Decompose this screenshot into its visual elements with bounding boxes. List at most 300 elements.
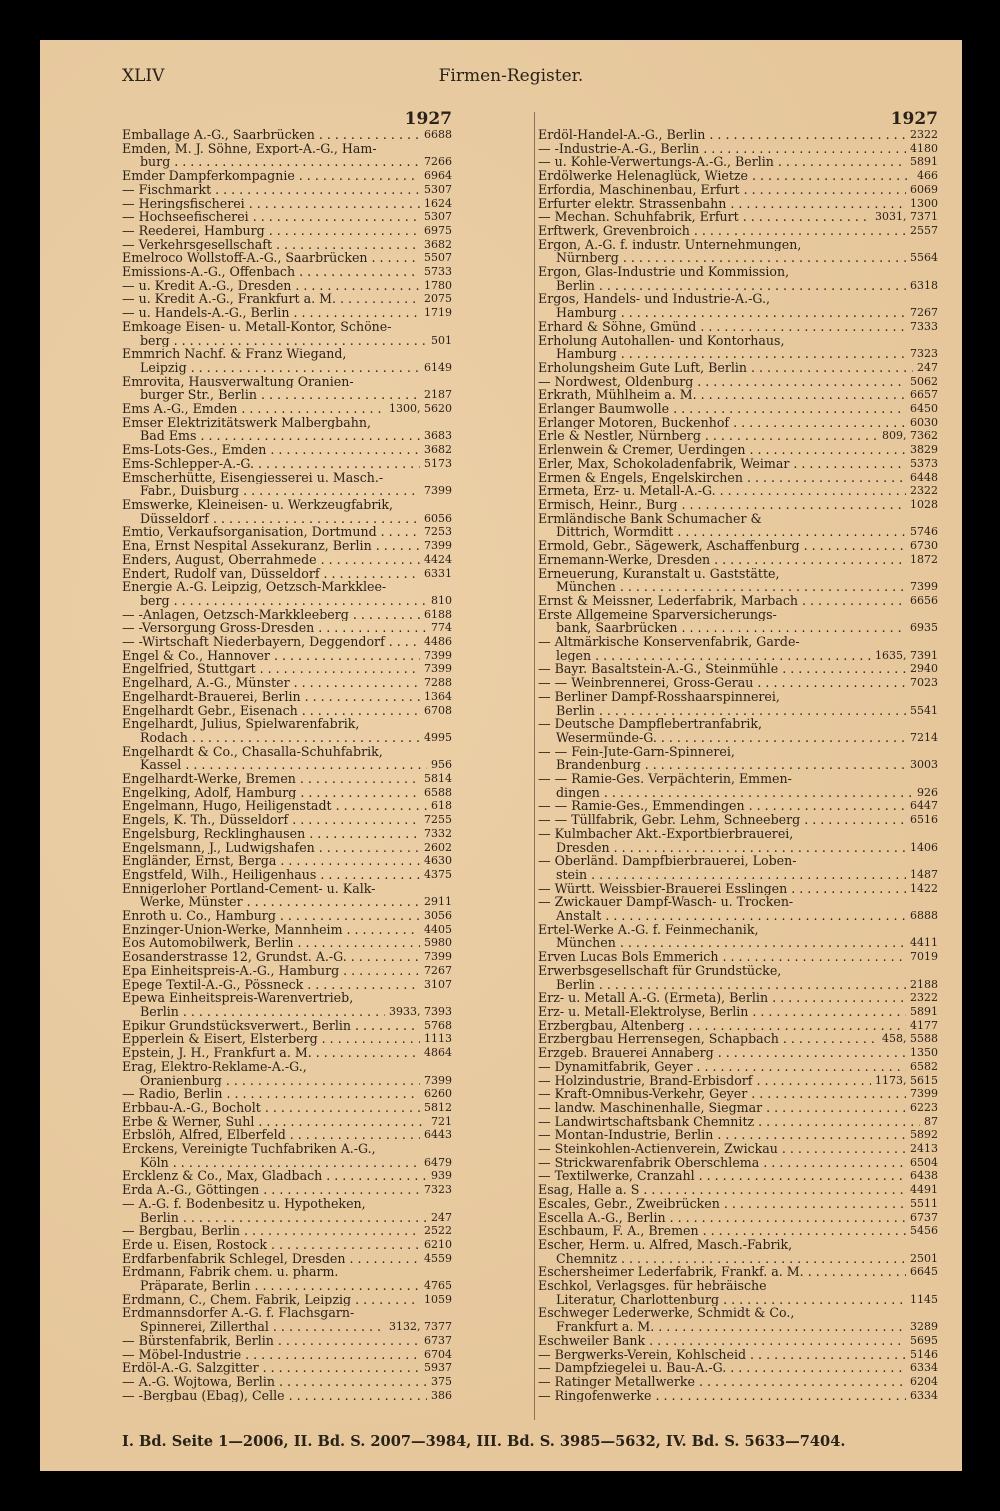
entry-name: Erbe & Werner, Suhl . . . (122, 1115, 427, 1129)
entry-name: Erkrath, Mühlheim a. M. . . . (538, 388, 906, 402)
entry-name: — -Wirtschaft Niederbayern, Deggendorf . . . (122, 635, 420, 649)
entry-page-number: 6737 (424, 1333, 452, 1347)
entry-name: Erle & Nestler, Nürnberg . . . (538, 429, 878, 443)
register-entry (122, 361, 452, 375)
register-entry (122, 1197, 452, 1211)
entry-name: Erbslöh, Alfred, Elberfeld . . . (122, 1128, 420, 1142)
entry-name: — landw. Maschinenhalle, Siegmar . . . (538, 1101, 906, 1115)
entry-page-number: 2911 (424, 895, 452, 909)
register-entry (122, 895, 452, 909)
entry-page-number: 7019 (910, 950, 938, 964)
entry-name: — Montan-Industrie, Berlin . . . (538, 1128, 906, 1142)
entry-page-number: 6516 (910, 813, 938, 827)
entry-name: — — Fein-Jute-Garn-Spinnerei, (538, 744, 735, 759)
entry-name: Erholung Autohallen- und Kontorhaus, (538, 333, 785, 348)
entry-name: Epperlein & Eisert, Elsterberg . . . (122, 1032, 420, 1046)
entry-page-number: 7266 (424, 155, 452, 169)
entry-name: Emballage A.-G., Saarbrücken . . . (122, 128, 420, 142)
register-entry (122, 553, 452, 567)
entry-page-number: 5814 (424, 772, 452, 786)
register-entry (538, 1375, 938, 1389)
entry-page-number: 5541 (910, 703, 938, 717)
register-entry (538, 649, 938, 663)
register-entry (538, 553, 938, 567)
entry-name: Epikur Grundstücksverwert., Berlin . . . (122, 1019, 420, 1033)
entry-name: — Bayr. Basaltstein-A.-G., Steinmühle . . . (538, 662, 906, 676)
register-entry (538, 443, 938, 457)
entry-page-number: 5892 (910, 1128, 938, 1142)
register-entry (122, 758, 452, 772)
register-entry (538, 416, 938, 430)
register-entry (122, 238, 452, 252)
entry-name: Erz- u. Metall-Elektrolyse, Berlin . . . (538, 1005, 906, 1019)
entry-name: Erfurter elektr. Strassenbahn . . . (538, 197, 906, 211)
entry-page-number: 3107 (424, 977, 452, 991)
entry-name: Epege Textil-A.-G., Pössneck . . . (122, 978, 420, 992)
entry-page-number: 2322 (910, 128, 938, 141)
entry-page-number: 6447 (910, 799, 938, 813)
entry-page-number: 6056 (424, 511, 452, 525)
entry-page-number: 7214 (910, 730, 938, 744)
register-entry (122, 1087, 452, 1101)
register-entry (538, 1361, 938, 1375)
entry-name: Ermländische Bank Schumacher & (538, 511, 762, 526)
entry-name: Erwerbsgesellschaft für Grundstücke, (538, 963, 782, 978)
entry-page-number: 3933, 7393 (389, 1005, 452, 1018)
register-entry (122, 1306, 452, 1320)
page-number: XLIV (122, 66, 165, 86)
entry-page-number: 7399 (424, 1073, 452, 1087)
register-entry (122, 594, 452, 608)
register-entry (538, 197, 938, 211)
entry-name: Ems-Schlepper-A.-G. . . . (122, 457, 420, 471)
entry-name: Ems-Lots-Ges., Emden . . . (122, 443, 420, 457)
left-entry-list (122, 128, 452, 1402)
entry-page-number: 6935 (910, 621, 938, 635)
entry-page-number: 386 (431, 1388, 452, 1402)
entry-page-number: 7399 (910, 580, 938, 594)
entry-page-number: 7267 (424, 963, 452, 977)
entry-page-number: 466 (917, 169, 938, 183)
entry-page-number: 6223 (910, 1100, 938, 1114)
register-entry (538, 635, 938, 649)
register-entry (122, 909, 452, 923)
entry-name: Energie A.-G. Leipzig, Oetzsch-Markklee- (122, 580, 387, 594)
entry-page-number: 2322 (910, 991, 938, 1005)
register-entry (538, 1224, 938, 1238)
entry-page-number: 5937 (424, 1361, 452, 1375)
register-entry (122, 292, 452, 306)
register-entry (122, 320, 452, 334)
entry-name: — A.-G. f. Bodenbesitz u. Hypotheken, (122, 1196, 366, 1211)
entry-page-number: 5746 (910, 525, 938, 539)
entry-name: Erag, Elektro-Reklame-A.-G., (122, 1059, 307, 1074)
entry-page-number: 7399 (424, 662, 452, 676)
entry-name: Erste Allgemeine Sparversicherungs- (538, 607, 777, 622)
register-entry (122, 854, 452, 868)
register-entry (538, 745, 938, 759)
year-heading-left: 1927 (404, 109, 452, 129)
register-entry (538, 347, 938, 361)
entry-page-number: 5307 (424, 182, 452, 196)
entry-name: burger Str., Berlin . . . (122, 388, 420, 402)
entry-name: Werke, Münster . . . (122, 895, 420, 909)
entry-name: — — Tüllfabrik, Gebr. Lehm, Schneeberg . . . (538, 813, 906, 827)
entry-page-number: 6888 (910, 909, 938, 923)
register-entry (122, 525, 452, 539)
entry-page-number: 4486 (424, 635, 452, 649)
entry-name: — Dynamitfabrik, Geyer . . . (538, 1060, 906, 1074)
entry-page-number: 774 (431, 621, 452, 635)
entry-name: — Altmärkische Konservenfabrik, Garde- (538, 635, 800, 649)
register-entry (538, 991, 938, 1005)
register-entry (538, 292, 938, 306)
entry-page-number: 247 (431, 1210, 452, 1224)
register-entry (538, 772, 938, 786)
entry-name: Emden, M. J. Söhne, Export-A.-G., Ham- (122, 141, 377, 156)
entry-name: Berlin . . . (538, 978, 906, 992)
entry-name: Berlin . . . (122, 1005, 385, 1019)
register-entry (538, 704, 938, 718)
entry-name: Ertel-Werke A.-G. f. Feinmechanik, (538, 922, 759, 937)
register-entry (122, 402, 452, 416)
entry-name: Ermeta, Erz- u. Metall-A.-G. . . . (538, 484, 906, 498)
entry-page-number: 939 (431, 1169, 452, 1183)
entry-name: Literatur, Charlottenburg . . . (538, 1293, 906, 1307)
entry-page-number: 7288 (424, 676, 452, 690)
entry-page-number: 7323 (424, 1183, 452, 1197)
entry-page-number: 2188 (910, 977, 938, 991)
entry-page-number: 7399 (424, 539, 452, 553)
entry-name: legen . . . (538, 649, 871, 663)
entry-name: — -Versorgung Gross-Dresden . . . (122, 621, 427, 635)
register-entry (122, 457, 452, 471)
entry-name: Epewa Einheitspreis-Warenvertrieb, (122, 991, 354, 1005)
register-entry (122, 608, 452, 622)
entry-name: Emscherhütte, Eisengiesserei u. Masch.- (122, 470, 384, 485)
entry-page-number: 926 (917, 785, 938, 799)
entry-name: Ena, Ernst Nespital Assekuranz, Berlin . . . (122, 539, 420, 553)
entry-page-number: 4411 (910, 936, 938, 950)
entry-page-number: 6438 (910, 1169, 938, 1183)
register-entry (122, 210, 452, 224)
entry-page-number: 375 (431, 1374, 452, 1388)
register-entry (538, 868, 938, 882)
entry-page-number: 4375 (424, 867, 452, 881)
register-entry (538, 690, 938, 704)
register-entry (122, 1224, 452, 1238)
register-entry (538, 1046, 938, 1060)
entry-page-number: 1350 (910, 1046, 938, 1060)
entry-page-number: 1300 (910, 196, 938, 210)
register-entry (122, 1279, 452, 1293)
register-entry (538, 279, 938, 293)
entry-page-number: 5695 (910, 1333, 938, 1347)
register-entry (538, 1101, 938, 1115)
entry-page-number: 7267 (910, 306, 938, 320)
entry-name: — -Bergbau (Ebag), Celle . . . (122, 1389, 427, 1403)
entry-name: berg . . . (122, 334, 427, 348)
entry-page-number: 1422 (910, 881, 938, 895)
register-entry (538, 539, 938, 553)
entry-name: — Steinkohlen-Actienverein, Zwickau . . . (538, 1142, 906, 1156)
register-entry (538, 1320, 938, 1334)
entry-page-number: 1624 (424, 196, 452, 210)
entry-name: Engelmann, Hugo, Heiligenstadt . . . (122, 799, 427, 813)
entry-name: — Fischmarkt . . . (122, 183, 420, 197)
entry-name: Rodach . . . (122, 731, 420, 745)
register-entry (122, 347, 452, 361)
entry-name: — Bergbau, Berlin . . . (122, 1224, 420, 1238)
register-entry (538, 882, 938, 896)
entry-name: Erzgeb. Brauerei Annaberg . . . (538, 1046, 906, 1060)
register-entry (538, 923, 938, 937)
entry-name: Bad Ems . . . (122, 429, 420, 443)
register-entry (122, 1046, 452, 1060)
register-entry (538, 1197, 938, 1211)
entry-page-number: 618 (431, 799, 452, 813)
entry-page-number: 2322 (910, 484, 938, 498)
register-entry (122, 731, 452, 745)
register-entry (122, 1032, 452, 1046)
register-entry (538, 854, 938, 868)
register-entry (538, 731, 938, 745)
register-entry (538, 827, 938, 841)
register-entry (538, 402, 938, 416)
entry-name: — -Industrie-A.-G., Berlin . . . (538, 142, 906, 156)
entry-name: Erdmann, Fabrik chem. u. pharm. (122, 1265, 339, 1280)
entry-name: — A.-G. Wojtowa, Berlin . . . (122, 1375, 427, 1389)
entry-page-number: 5507 (424, 251, 452, 265)
entry-page-number: 5511 (910, 1196, 938, 1210)
register-entry (538, 1142, 938, 1156)
register-entry (122, 567, 452, 581)
entry-page-number: 6188 (424, 607, 452, 621)
register-entry (538, 786, 938, 800)
register-entry (538, 895, 938, 909)
entry-name: — Dampfziegelei u. Bau-A.-G. . . . (538, 1361, 906, 1375)
entry-page-number: 3683 (424, 429, 452, 443)
entry-page-number: 2075 (424, 292, 452, 306)
entry-page-number: 3031, 7371 (875, 210, 938, 224)
entry-name: Esag, Halle a. S . . . (538, 1183, 906, 1197)
register-entry (538, 1389, 938, 1403)
register-entry (122, 498, 452, 512)
entry-page-number: 1028 (910, 497, 938, 511)
entry-page-number: 7332 (424, 826, 452, 840)
entry-name: Emissions-A.-G., Offenbach . . . (122, 265, 420, 279)
entry-name: Engelhardt-Brauerei, Berlin . . . (122, 690, 420, 704)
entry-name: Erftwerk, Grevenbroich . . . (538, 224, 906, 238)
column-divider (534, 112, 535, 1420)
register-entry (538, 936, 938, 950)
register-entry (538, 580, 938, 594)
entry-name: Oranienburg . . . (122, 1074, 420, 1088)
entry-page-number: 2522 (424, 1224, 452, 1238)
register-entry (122, 964, 452, 978)
entry-name: Nürnberg . . . (538, 251, 906, 265)
entry-name: — Möbel-Industrie . . . (122, 1348, 420, 1362)
entry-name: Erven Lucas Bols Emmerich . . . (538, 950, 906, 964)
register-entry (122, 923, 452, 937)
entry-name: Emder Dampferkompagnie . . . (122, 169, 420, 183)
entry-page-number: 6704 (424, 1347, 452, 1361)
entry-page-number: 3132, 7377 (389, 1320, 452, 1334)
entry-name: — Württ. Weissbier-Brauerei Esslingen . . . (538, 882, 906, 896)
register-entry (538, 224, 938, 238)
register-entry (122, 868, 452, 882)
entry-name: — Kraft-Omnibus-Verkehr, Geyer . . . (538, 1087, 906, 1101)
register-entry (122, 978, 452, 992)
entry-page-number: 5456 (910, 1224, 938, 1238)
entry-page-number: 7399 (424, 648, 452, 662)
entry-page-number: 6708 (424, 703, 452, 717)
entry-name: Ermold, Gebr., Sägewerk, Aschaffenburg . . . (538, 539, 906, 553)
entry-page-number: 6443 (424, 1128, 452, 1142)
register-entry (122, 690, 452, 704)
entry-name: bank, Saarbrücken . . . (538, 621, 906, 635)
entry-name: — Holzindustrie, Brand-Erbisdorf . . . (538, 1074, 871, 1088)
entry-page-number: 6479 (424, 1155, 452, 1169)
register-entry (122, 416, 452, 430)
register-entry (122, 1156, 452, 1170)
entry-page-number: 6260 (424, 1087, 452, 1101)
register-entry (122, 375, 452, 389)
entry-name: Escales, Gebr., Zweibrücken . . . (538, 1197, 906, 1211)
register-entry (122, 224, 452, 238)
register-entry (538, 813, 938, 827)
register-entry (122, 580, 452, 594)
register-entry (538, 498, 938, 512)
register-entry (122, 1265, 452, 1279)
entry-name: — — Weinbrennerei, Gross-Gerau . . . (538, 676, 906, 690)
entry-name: — — Ramie-Ges. Verpächterin, Emmen- (538, 772, 792, 786)
register-entry (538, 251, 938, 265)
entry-page-number: 3289 (910, 1320, 938, 1334)
register-entry (122, 1375, 452, 1389)
register-entry (122, 676, 452, 690)
entry-name: Ernemann-Werke, Dresden . . . (538, 553, 906, 567)
entry-name: dingen . . . (538, 786, 913, 800)
entry-name: Ermen & Engels, Engelskirchen . . . (538, 471, 906, 485)
register-entry (122, 813, 452, 827)
register-entry (122, 1389, 452, 1403)
register-entry (122, 772, 452, 786)
page-title: Firmen-Register. (438, 66, 584, 86)
register-entry (122, 1005, 452, 1019)
register-entry (538, 1074, 938, 1088)
entry-name: Emswerke, Kleineisen- u. Werkzeugfabrik, (122, 497, 394, 512)
register-entry (122, 745, 452, 759)
register-page (40, 40, 962, 1471)
entry-name: Engel & Co., Hannover . . . (122, 649, 420, 663)
register-entry (122, 128, 452, 142)
register-entry (538, 1279, 938, 1293)
entry-page-number: 4405 (424, 922, 452, 936)
register-entry (538, 265, 938, 279)
entry-page-number: 2187 (424, 388, 452, 402)
register-entry (122, 950, 452, 964)
register-entry (122, 827, 452, 841)
register-entry (538, 238, 938, 252)
register-entry (538, 978, 938, 992)
register-entry (122, 799, 452, 813)
entry-page-number: 6504 (910, 1155, 938, 1169)
entry-page-number: 6318 (910, 278, 938, 292)
register-entry (538, 841, 938, 855)
right-entry-list (538, 128, 938, 1402)
entry-name: Spinnerei, Zillerthal . . . (122, 1320, 385, 1334)
entry-name: Engelhardt & Co., Chasalla-Schuhfabrik, (122, 744, 383, 759)
entry-page-number: 5891 (910, 155, 938, 169)
entry-name: — Strickwarenfabrik Oberschlema . . . (538, 1156, 906, 1170)
entry-name: Erlanger Motoren, Buckenhof . . . (538, 416, 906, 430)
entry-name: Erbbau-A.-G., Bocholt . . . (122, 1101, 420, 1115)
register-entry (538, 142, 938, 156)
entry-name: Ennigerloher Portland-Cement- u. Kalk- (122, 881, 376, 896)
entry-name: Erzbergbau Herrensegen, Schapbach . . . (538, 1032, 878, 1046)
register-entry (538, 1005, 938, 1019)
entry-page-number: 4995 (424, 730, 452, 744)
entry-page-number: 6645 (910, 1265, 938, 1279)
entry-name: Engelking, Adolf, Hamburg . . . (122, 786, 420, 800)
register-entry (538, 621, 938, 635)
entry-name: — Heringsfischerei . . . (122, 197, 420, 211)
register-entry (538, 183, 938, 197)
register-entry (122, 429, 452, 443)
register-entry (122, 1183, 452, 1197)
entry-page-number: 5146 (910, 1347, 938, 1361)
entry-name: Erzbergbau, Altenberg . . . (538, 1019, 906, 1033)
entry-name: Eos Automobilwerk, Berlin . . . (122, 936, 420, 950)
entry-name: Erneuerung, Kuranstalt u. Gaststätte, (538, 566, 780, 581)
register-entry (122, 279, 452, 293)
entry-page-number: 6975 (424, 223, 452, 237)
entry-name: Engelsburg, Recklinghausen . . . (122, 827, 420, 841)
entry-name: — Zwickauer Dampf-Wasch- u. Trocken- (538, 895, 794, 910)
register-entry (122, 1238, 452, 1252)
register-entry (122, 334, 452, 348)
entry-page-number: 1780 (424, 278, 452, 292)
register-entry (122, 841, 452, 855)
entry-page-number: 501 (431, 333, 452, 347)
entry-name: Erckens, Vereinigte Tuchfabriken A.-G., (122, 1142, 376, 1156)
entry-name: Ercklenz & Co., Max, Gladbach . . . (122, 1169, 427, 1183)
entry-page-number: 5980 (424, 936, 452, 950)
entry-page-number: 4177 (910, 1018, 938, 1032)
register-entry (538, 320, 938, 334)
register-entry (538, 1032, 938, 1046)
register-entry (122, 1060, 452, 1074)
entry-name: Engstfeld, Wilh., Heiligenhaus . . . (122, 868, 420, 882)
register-entry (122, 704, 452, 718)
entry-page-number: 7023 (910, 676, 938, 690)
register-entry (122, 1128, 452, 1142)
register-entry (538, 1238, 938, 1252)
entry-name: — u. Kredit A.-G., Frankfurt a. M. . . . (122, 292, 420, 306)
entry-name: Engelhardt-Werke, Bremen . . . (122, 772, 420, 786)
entry-name: Eosanderstrasse 12, Grundst. A.-G. . . . (122, 950, 420, 964)
entry-page-number: 5173 (424, 456, 452, 470)
entry-page-number: 4765 (424, 1279, 452, 1293)
entry-name: Eschweiler Bank . . . (538, 1334, 906, 1348)
entry-name: — u. Handels-A.-G., Berlin . . . (122, 306, 420, 320)
entry-page-number: 6688 (424, 128, 452, 141)
entry-name: Präparate, Berlin . . . (122, 1279, 420, 1293)
entry-page-number: 1145 (910, 1292, 938, 1306)
entry-page-number: 5812 (424, 1100, 452, 1114)
entry-page-number: 6450 (910, 402, 938, 416)
